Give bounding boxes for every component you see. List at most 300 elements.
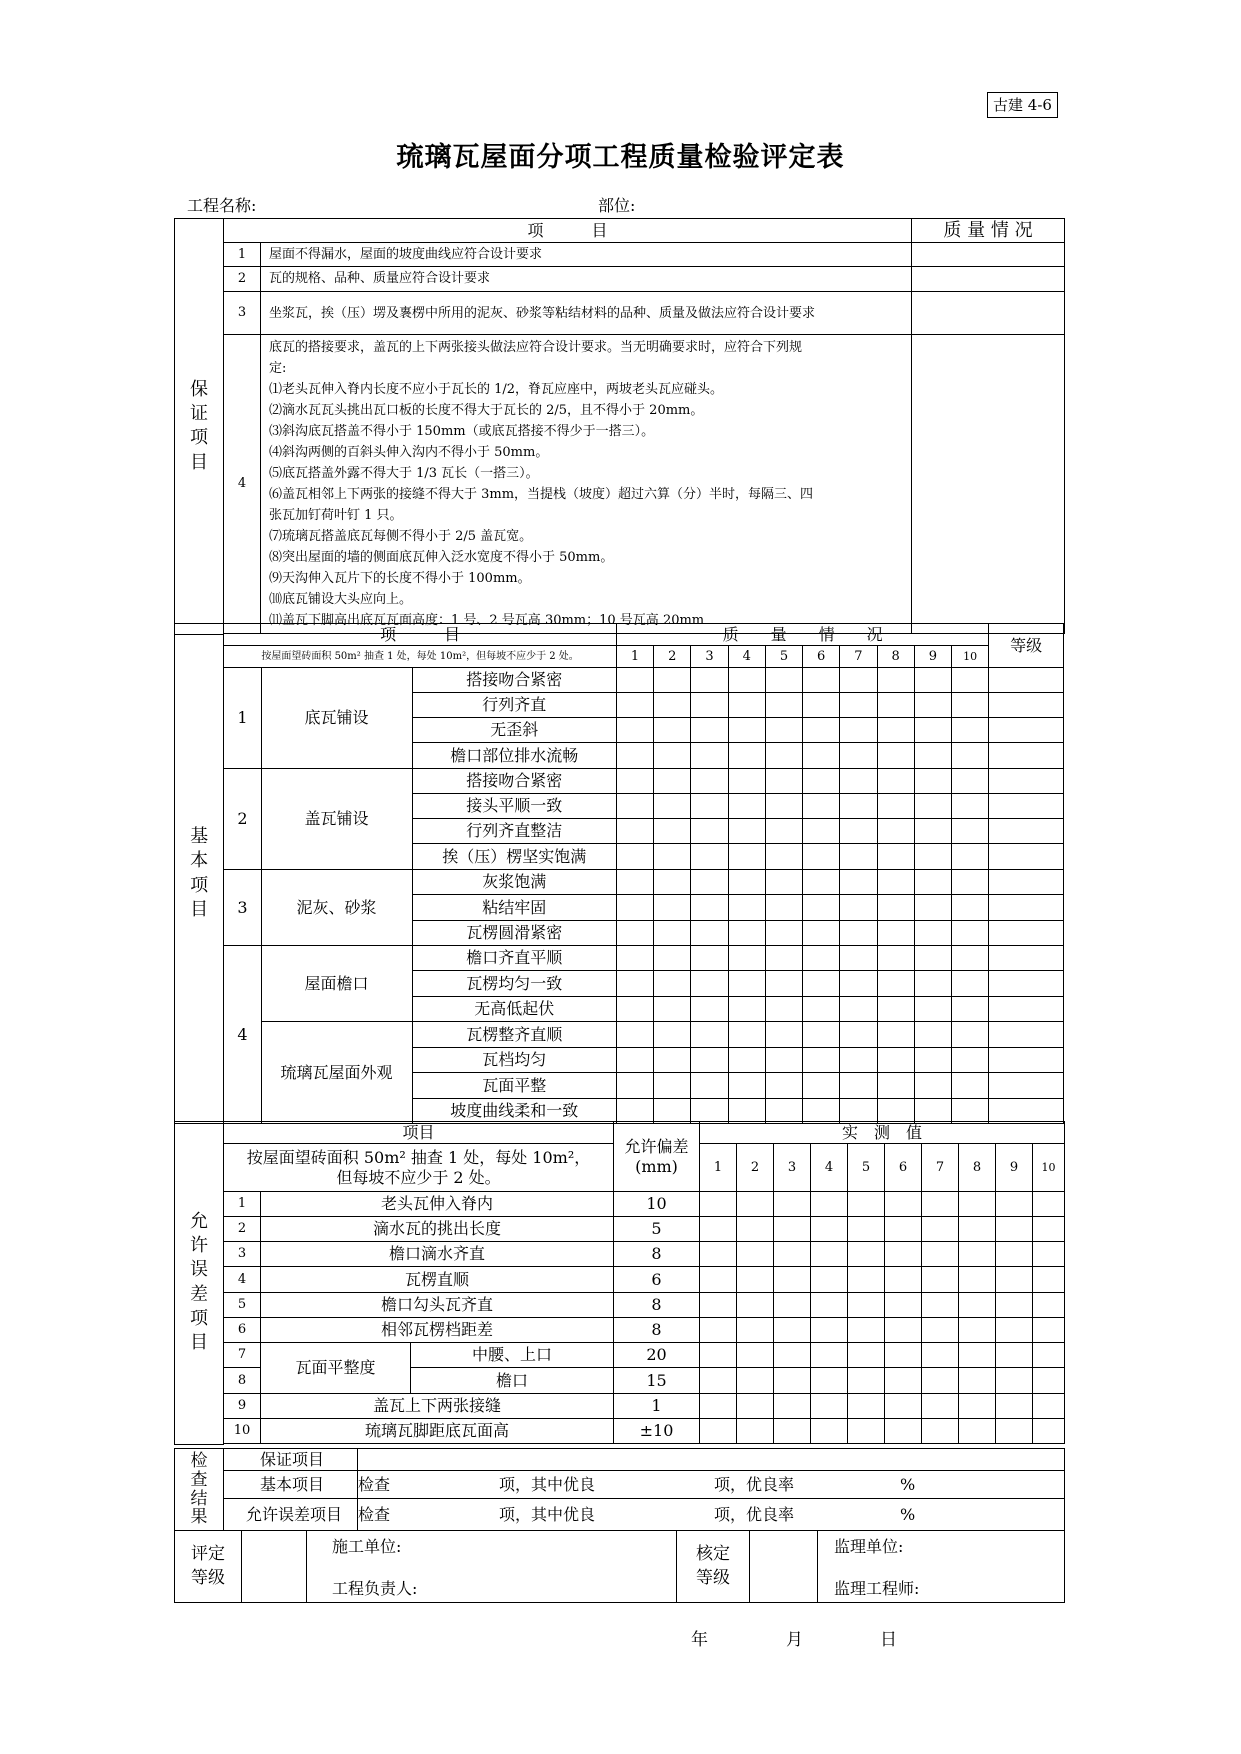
cell[interactable] xyxy=(616,819,653,844)
cell[interactable] xyxy=(1033,1242,1065,1267)
guarantee-row-quality[interactable] xyxy=(912,243,1065,267)
cell[interactable] xyxy=(803,997,840,1022)
cell[interactable] xyxy=(691,819,728,844)
cell[interactable] xyxy=(737,1293,774,1318)
cell[interactable] xyxy=(1033,1368,1065,1394)
cell[interactable] xyxy=(700,1419,737,1444)
cell[interactable] xyxy=(654,971,691,997)
cell[interactable] xyxy=(691,1022,728,1048)
cell[interactable] xyxy=(737,1419,774,1444)
cell[interactable] xyxy=(728,1073,765,1099)
cell[interactable] xyxy=(654,743,691,769)
cell[interactable] xyxy=(691,718,728,743)
cell[interactable] xyxy=(691,743,728,769)
cell[interactable] xyxy=(885,1242,922,1267)
grade-cell[interactable] xyxy=(989,794,1064,819)
cell[interactable] xyxy=(691,946,728,971)
cell[interactable] xyxy=(737,1368,774,1394)
cell[interactable] xyxy=(765,971,802,997)
cell[interactable] xyxy=(616,794,653,819)
cell[interactable] xyxy=(885,1267,922,1293)
cell[interactable] xyxy=(840,870,877,895)
cell[interactable] xyxy=(959,1293,996,1318)
cell[interactable] xyxy=(691,844,728,870)
cell[interactable] xyxy=(774,1368,811,1394)
cell[interactable] xyxy=(952,946,989,971)
cell[interactable] xyxy=(1033,1217,1065,1242)
cell[interactable] xyxy=(914,1099,951,1124)
cell[interactable] xyxy=(811,1318,848,1343)
cell[interactable] xyxy=(848,1343,885,1368)
cell[interactable] xyxy=(765,718,802,743)
cell[interactable] xyxy=(616,870,653,895)
cell[interactable] xyxy=(848,1318,885,1343)
cell[interactable] xyxy=(840,844,877,870)
cell[interactable] xyxy=(803,1048,840,1073)
cell[interactable] xyxy=(765,870,802,895)
cell[interactable] xyxy=(1033,1267,1065,1293)
cell[interactable] xyxy=(728,743,765,769)
cell[interactable] xyxy=(877,971,914,997)
grade-cell[interactable] xyxy=(989,844,1064,870)
cell[interactable] xyxy=(691,1099,728,1124)
cell[interactable] xyxy=(952,668,989,693)
cell[interactable] xyxy=(811,1242,848,1267)
cell[interactable] xyxy=(922,1343,959,1368)
cell[interactable] xyxy=(737,1394,774,1419)
cell[interactable] xyxy=(728,693,765,718)
cell[interactable] xyxy=(996,1217,1033,1242)
cell[interactable] xyxy=(803,1022,840,1048)
cell[interactable] xyxy=(914,1048,951,1073)
cell[interactable] xyxy=(728,895,765,921)
verify-value[interactable] xyxy=(750,1531,818,1603)
cell[interactable] xyxy=(691,971,728,997)
cell[interactable] xyxy=(803,1073,840,1099)
cell[interactable] xyxy=(840,819,877,844)
cell[interactable] xyxy=(922,1419,959,1444)
cell[interactable] xyxy=(914,718,951,743)
cell[interactable] xyxy=(691,668,728,693)
cell[interactable] xyxy=(914,668,951,693)
cell[interactable] xyxy=(885,1394,922,1419)
cell[interactable] xyxy=(811,1368,848,1394)
cell[interactable] xyxy=(691,1048,728,1073)
cell[interactable] xyxy=(840,668,877,693)
grade-cell[interactable] xyxy=(989,921,1064,946)
cell[interactable] xyxy=(654,895,691,921)
cell[interactable] xyxy=(654,1073,691,1099)
cell[interactable] xyxy=(737,1267,774,1293)
cell[interactable] xyxy=(959,1343,996,1368)
guarantee-row-quality[interactable] xyxy=(912,335,1065,634)
cell[interactable] xyxy=(691,997,728,1022)
cell[interactable] xyxy=(803,971,840,997)
cell[interactable] xyxy=(922,1242,959,1267)
grade-cell[interactable] xyxy=(989,743,1064,769)
cell[interactable] xyxy=(616,921,653,946)
cell[interactable] xyxy=(952,844,989,870)
cell[interactable] xyxy=(728,769,765,794)
grade-cell[interactable] xyxy=(989,946,1064,971)
cell[interactable] xyxy=(803,693,840,718)
cell[interactable] xyxy=(803,1099,840,1124)
cell[interactable] xyxy=(700,1368,737,1394)
cell[interactable] xyxy=(914,971,951,997)
cell[interactable] xyxy=(996,1267,1033,1293)
builder-cell[interactable] xyxy=(307,1531,677,1603)
cell[interactable] xyxy=(700,1217,737,1242)
cell[interactable] xyxy=(616,946,653,971)
cell[interactable] xyxy=(952,794,989,819)
cell[interactable] xyxy=(952,1073,989,1099)
cell[interactable] xyxy=(691,921,728,946)
cell[interactable] xyxy=(737,1242,774,1267)
cell[interactable] xyxy=(765,946,802,971)
grade-cell[interactable] xyxy=(989,1073,1064,1099)
cell[interactable] xyxy=(737,1192,774,1217)
grade-cell[interactable] xyxy=(989,718,1064,743)
cell[interactable] xyxy=(952,819,989,844)
cell[interactable] xyxy=(728,718,765,743)
cell[interactable] xyxy=(952,1048,989,1073)
cell[interactable] xyxy=(728,844,765,870)
grade-cell[interactable] xyxy=(989,693,1064,718)
cell[interactable] xyxy=(616,743,653,769)
cell[interactable] xyxy=(952,971,989,997)
cell[interactable] xyxy=(952,997,989,1022)
cell[interactable] xyxy=(840,1022,877,1048)
cell[interactable] xyxy=(728,1022,765,1048)
cell[interactable] xyxy=(737,1217,774,1242)
cell[interactable] xyxy=(700,1293,737,1318)
cell[interactable] xyxy=(803,921,840,946)
cell[interactable] xyxy=(654,870,691,895)
cell[interactable] xyxy=(616,769,653,794)
cell[interactable] xyxy=(885,1217,922,1242)
cell[interactable] xyxy=(1033,1293,1065,1318)
cell[interactable] xyxy=(616,844,653,870)
cell[interactable] xyxy=(616,718,653,743)
cell[interactable] xyxy=(922,1293,959,1318)
supervisor-cell[interactable] xyxy=(818,1531,1065,1603)
cell[interactable] xyxy=(877,794,914,819)
cell[interactable] xyxy=(959,1217,996,1242)
cell[interactable] xyxy=(811,1293,848,1318)
cell[interactable] xyxy=(885,1368,922,1394)
cell[interactable] xyxy=(654,769,691,794)
cell[interactable] xyxy=(691,693,728,718)
cell[interactable] xyxy=(616,895,653,921)
cell[interactable] xyxy=(774,1318,811,1343)
cell[interactable] xyxy=(877,668,914,693)
cell[interactable] xyxy=(728,971,765,997)
cell[interactable] xyxy=(922,1394,959,1419)
cell[interactable] xyxy=(765,1048,802,1073)
cell[interactable] xyxy=(922,1192,959,1217)
cell[interactable] xyxy=(765,769,802,794)
grade-cell[interactable] xyxy=(989,819,1064,844)
grade-cell[interactable] xyxy=(989,971,1064,997)
cell[interactable] xyxy=(774,1419,811,1444)
cell[interactable] xyxy=(765,819,802,844)
cell[interactable] xyxy=(996,1419,1033,1444)
cell[interactable] xyxy=(691,1073,728,1099)
cell[interactable] xyxy=(811,1343,848,1368)
cell[interactable] xyxy=(840,693,877,718)
cell[interactable] xyxy=(765,668,802,693)
cell[interactable] xyxy=(654,921,691,946)
cell[interactable] xyxy=(922,1318,959,1343)
cell[interactable] xyxy=(996,1242,1033,1267)
cell[interactable] xyxy=(803,946,840,971)
cell[interactable] xyxy=(877,870,914,895)
cell[interactable] xyxy=(654,668,691,693)
cell[interactable] xyxy=(654,693,691,718)
cell[interactable] xyxy=(952,870,989,895)
cell[interactable] xyxy=(765,1022,802,1048)
cell[interactable] xyxy=(803,718,840,743)
cell[interactable] xyxy=(914,997,951,1022)
cell[interactable] xyxy=(728,946,765,971)
cell[interactable] xyxy=(922,1217,959,1242)
cell[interactable] xyxy=(848,1368,885,1394)
grade-cell[interactable] xyxy=(989,1022,1064,1048)
cell[interactable] xyxy=(840,997,877,1022)
cell[interactable] xyxy=(728,819,765,844)
cell[interactable] xyxy=(803,743,840,769)
cell[interactable] xyxy=(840,794,877,819)
check-value[interactable] xyxy=(358,1449,1065,1471)
cell[interactable] xyxy=(803,769,840,794)
cell[interactable] xyxy=(952,895,989,921)
grade-cell[interactable] xyxy=(989,769,1064,794)
cell[interactable] xyxy=(765,743,802,769)
cell[interactable] xyxy=(654,718,691,743)
cell[interactable] xyxy=(765,997,802,1022)
cell[interactable] xyxy=(848,1217,885,1242)
cell[interactable] xyxy=(774,1192,811,1217)
cell[interactable] xyxy=(952,1022,989,1048)
cell[interactable] xyxy=(1033,1394,1065,1419)
cell[interactable] xyxy=(1033,1419,1065,1444)
cell[interactable] xyxy=(848,1394,885,1419)
cell[interactable] xyxy=(996,1394,1033,1419)
cell[interactable] xyxy=(728,1099,765,1124)
cell[interactable] xyxy=(774,1343,811,1368)
cell[interactable] xyxy=(952,693,989,718)
cell[interactable] xyxy=(885,1419,922,1444)
grade-cell[interactable] xyxy=(989,997,1064,1022)
cell[interactable] xyxy=(700,1318,737,1343)
cell[interactable] xyxy=(1033,1343,1065,1368)
cell[interactable] xyxy=(996,1343,1033,1368)
cell[interactable] xyxy=(877,921,914,946)
cell[interactable] xyxy=(914,1022,951,1048)
cell[interactable] xyxy=(616,1048,653,1073)
cell[interactable] xyxy=(700,1394,737,1419)
cell[interactable] xyxy=(952,718,989,743)
cell[interactable] xyxy=(996,1368,1033,1394)
cell[interactable] xyxy=(765,921,802,946)
cell[interactable] xyxy=(811,1394,848,1419)
cell[interactable] xyxy=(654,819,691,844)
cell[interactable] xyxy=(654,794,691,819)
cell[interactable] xyxy=(914,921,951,946)
cell[interactable] xyxy=(914,819,951,844)
cell[interactable] xyxy=(803,870,840,895)
cell[interactable] xyxy=(914,794,951,819)
cell[interactable] xyxy=(996,1318,1033,1343)
cell[interactable] xyxy=(765,895,802,921)
cell[interactable] xyxy=(728,668,765,693)
cell[interactable] xyxy=(877,743,914,769)
cell[interactable] xyxy=(700,1267,737,1293)
cell[interactable] xyxy=(774,1293,811,1318)
cell[interactable] xyxy=(691,769,728,794)
cell[interactable] xyxy=(728,921,765,946)
cell[interactable] xyxy=(877,819,914,844)
cell[interactable] xyxy=(765,794,802,819)
cell[interactable] xyxy=(877,1048,914,1073)
cell[interactable] xyxy=(959,1242,996,1267)
grade-cell[interactable] xyxy=(989,668,1064,693)
cell[interactable] xyxy=(765,1073,802,1099)
cell[interactable] xyxy=(728,997,765,1022)
cell[interactable] xyxy=(885,1318,922,1343)
cell[interactable] xyxy=(952,1099,989,1124)
cell[interactable] xyxy=(914,769,951,794)
cell[interactable] xyxy=(616,1022,653,1048)
cell[interactable] xyxy=(691,895,728,921)
cell[interactable] xyxy=(700,1192,737,1217)
cell[interactable] xyxy=(959,1368,996,1394)
guarantee-row-quality[interactable] xyxy=(912,267,1065,292)
cell[interactable] xyxy=(728,1048,765,1073)
cell[interactable] xyxy=(774,1217,811,1242)
cell[interactable] xyxy=(840,946,877,971)
cell[interactable] xyxy=(765,693,802,718)
cell[interactable] xyxy=(654,946,691,971)
cell[interactable] xyxy=(840,769,877,794)
cell[interactable] xyxy=(885,1343,922,1368)
rating-value[interactable] xyxy=(242,1531,307,1603)
cell[interactable] xyxy=(811,1217,848,1242)
cell[interactable] xyxy=(952,743,989,769)
cell[interactable] xyxy=(654,1022,691,1048)
cell[interactable] xyxy=(996,1192,1033,1217)
cell[interactable] xyxy=(848,1419,885,1444)
cell[interactable] xyxy=(616,1073,653,1099)
cell[interactable] xyxy=(774,1242,811,1267)
cell[interactable] xyxy=(654,1048,691,1073)
cell[interactable] xyxy=(774,1267,811,1293)
cell[interactable] xyxy=(877,1073,914,1099)
grade-cell[interactable] xyxy=(989,1099,1064,1124)
cell[interactable] xyxy=(1033,1192,1065,1217)
cell[interactable] xyxy=(848,1242,885,1267)
cell[interactable] xyxy=(737,1343,774,1368)
cell[interactable] xyxy=(840,743,877,769)
cell[interactable] xyxy=(803,668,840,693)
cell[interactable] xyxy=(1033,1318,1065,1343)
cell[interactable] xyxy=(616,668,653,693)
cell[interactable] xyxy=(803,819,840,844)
cell[interactable] xyxy=(803,895,840,921)
cell[interactable] xyxy=(914,1073,951,1099)
cell[interactable] xyxy=(959,1192,996,1217)
cell[interactable] xyxy=(877,1022,914,1048)
cell[interactable] xyxy=(996,1293,1033,1318)
cell[interactable] xyxy=(877,997,914,1022)
cell[interactable] xyxy=(877,844,914,870)
cell[interactable] xyxy=(616,1099,653,1124)
cell[interactable] xyxy=(654,844,691,870)
cell[interactable] xyxy=(959,1394,996,1419)
cell[interactable] xyxy=(774,1394,811,1419)
guarantee-row-quality[interactable] xyxy=(912,292,1065,335)
cell[interactable] xyxy=(959,1419,996,1444)
cell[interactable] xyxy=(848,1192,885,1217)
cell[interactable] xyxy=(728,870,765,895)
cell[interactable] xyxy=(952,921,989,946)
cell[interactable] xyxy=(803,844,840,870)
cell[interactable] xyxy=(848,1267,885,1293)
cell[interactable] xyxy=(877,718,914,743)
cell[interactable] xyxy=(737,1318,774,1343)
check-value[interactable] xyxy=(358,1471,1065,1499)
cell[interactable] xyxy=(691,870,728,895)
cell[interactable] xyxy=(654,1099,691,1124)
grade-cell[interactable] xyxy=(989,870,1064,895)
cell[interactable] xyxy=(811,1192,848,1217)
cell[interactable] xyxy=(914,844,951,870)
cell[interactable] xyxy=(616,693,653,718)
check-value[interactable] xyxy=(358,1499,1065,1531)
cell[interactable] xyxy=(765,1099,802,1124)
cell[interactable] xyxy=(877,1099,914,1124)
cell[interactable] xyxy=(700,1343,737,1368)
cell[interactable] xyxy=(877,769,914,794)
cell[interactable] xyxy=(914,946,951,971)
cell[interactable] xyxy=(885,1192,922,1217)
grade-cell[interactable] xyxy=(989,1048,1064,1073)
cell[interactable] xyxy=(840,718,877,743)
cell[interactable] xyxy=(952,769,989,794)
grade-cell[interactable] xyxy=(989,895,1064,921)
cell[interactable] xyxy=(959,1318,996,1343)
cell[interactable] xyxy=(700,1242,737,1267)
cell[interactable] xyxy=(811,1419,848,1444)
cell[interactable] xyxy=(922,1267,959,1293)
cell[interactable] xyxy=(840,1073,877,1099)
cell[interactable] xyxy=(877,693,914,718)
cell[interactable] xyxy=(811,1267,848,1293)
cell[interactable] xyxy=(914,895,951,921)
cell[interactable] xyxy=(959,1267,996,1293)
cell[interactable] xyxy=(840,921,877,946)
cell[interactable] xyxy=(654,997,691,1022)
cell[interactable] xyxy=(803,794,840,819)
cell[interactable] xyxy=(848,1293,885,1318)
cell[interactable] xyxy=(765,844,802,870)
cell[interactable] xyxy=(691,794,728,819)
cell[interactable] xyxy=(840,971,877,997)
cell[interactable] xyxy=(840,1048,877,1073)
cell[interactable] xyxy=(840,1099,877,1124)
cell[interactable] xyxy=(877,946,914,971)
cell[interactable] xyxy=(616,997,653,1022)
